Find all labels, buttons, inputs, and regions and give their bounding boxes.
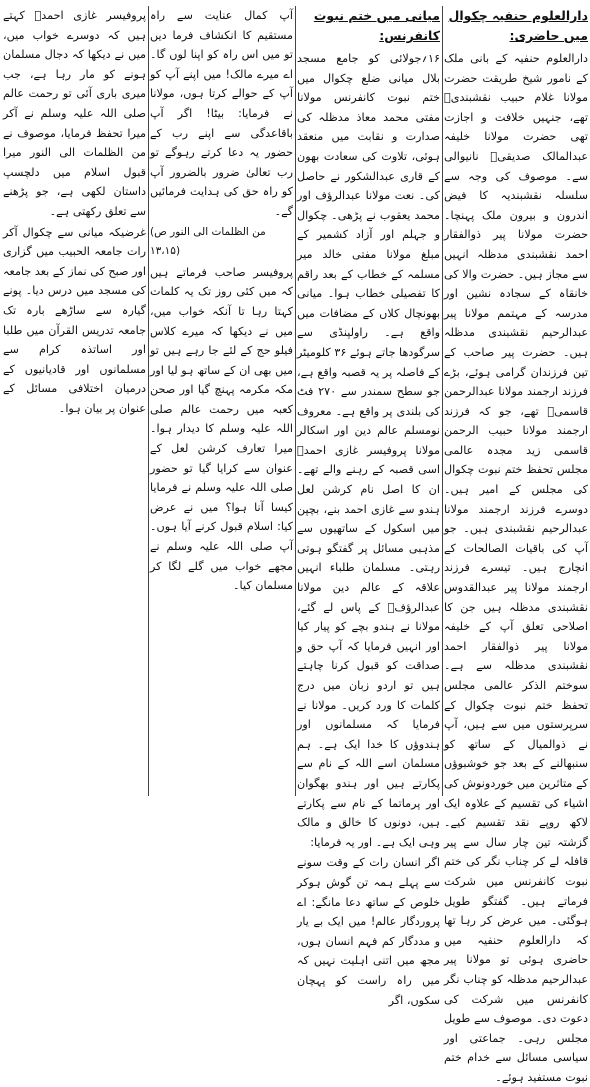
- column-3: [150, 6, 293, 796]
- section-heading-darululoom: دارالعلوم حنفیہ چکوال میں حاضری:: [448, 8, 588, 43]
- citation-reference: (من الظلمات الی النور ص ۱۳،۱۵): [150, 225, 266, 258]
- column-divider: [442, 6, 443, 796]
- column-4: [3, 6, 146, 796]
- column-divider: [148, 6, 149, 796]
- paragraph: غرضیکہ میانی سے چکوال آکر رات جامعہ الحبیب میں گزاری اور صبح کی نماز کے بعد جامعہ کی مسجد میں درس دیا۔ پونے گیارہ سے ساڑھے بارہ تک جامعہ تدریس القرآن میں طلبا اور اساتذہ کرام سے مسلمانوں اور قادیانیوں کے درمیان اختلافی مسائل کے عنوان پر بیان ہوا۔: [3, 225, 146, 415]
- quoted-prayer: اگر انسان رات کے وقت سونے سے پہلے ہمہ تن گوش ہوکر خلوص کے ساتھ دعا مانگے: اے پروردگار عالم! میں ایک بے یار و مددگار کم فہم انسان ہوں، مجھ میں اتنی اہلیت نہیں کہ میں راہ راست کو پہچان سکوں، اگر: [297, 856, 440, 1007]
- column-divider: [295, 6, 296, 796]
- paragraph: پروفیسر غازی احمدؒ کہتے ہیں کہ دوسرے خواب میں، میں نے دیکھا کہ دجال مسلمان ہونے کو مار رہا ہے، جب میری باری آئی تو رحمت عالم صلی اللہ علیہ وسلم نے آکر میرا تحفظ فرمایا، موصوف نے من الظلمات الی النور میرا قبول اسلام میں دلچسپ داستان لکھی ہے، جو پڑھنے سے تعلق رکھتی ہے۔: [3, 9, 146, 218]
- paragraph: ۱۶؍جولائی کو جامع مسجد بلال میانی ضلع چکوال میں ختم نبوت کانفرنس مولانا مفتی محمد معاذ مدظلہ کی صدارت و نقابت میں منعقد ہوئی، تلاوت کی سعادت بھون کے قاری عبدالشکور نے حاصل کی۔ نعت مولانا عبدالرؤف اور محمد یعقوب نے پڑھی۔ چکوال و جہلم اور آزاد کشمیر کے مبلغ مولانا مفتی خالد میر مسلمہ کے خطاب کے بعد راقم کا تفصیلی خطاب ہوا۔ میانی بھونچال کلاں کے مضافات میں واقع ہے۔ راولپنڈی سے سرگودھا جاتے ہوئے ۳۶ کلومیٹر کے فاصلہ پر یہ قصبہ واقع ہے، جو سطح سمندر سے ۲۷۰ فٹ کی بلندی پر واقع ہے۔ معروف نومسلم عالم دین اور اسکالر مولانا پروفیسر غازی احمدؒ اسی قصبہ کے رہنے والے تھے۔ ان کا اصل نام کرشن لعل ہندو سے غازی احمد بنے، بچپن میں اسکول کے ساتھیوں سے مذہبی مسائل پر گفتگو ہوتی رہتی۔ مسلمان طلباء انہیں علاقہ کے عالم دین مولانا عبدالرؤفؒ کے پاس لے گئے، مولانا نے ہندو بچے کو پیار کیا اور انہیں فرمایا کہ آپ حق و صداقت کو قبول کرنا چاہتے ہیں تو اردو زبان میں درج کلمات کا ورد کریں۔ مولانا نے فرمایا کہ مسلمانوں اور ہندوؤں کا خدا ایک ہے۔ ہم مسلمان اسے اللہ کے نام سے پکارتے ہیں اور ہندو بھگوان اور پرماتما کے نام سے پکارتے ہیں، دونوں کا خالق و مالک وہی ایک ہے۔ اور یہ فرمایا:: [297, 52, 441, 849]
- column-2: [297, 6, 441, 1007]
- column-1: [444, 6, 588, 1084]
- section-heading-miani-conference: میانی میں ختم نبوت کانفرنس:: [313, 8, 440, 43]
- paragraph: پروفیسر صاحب فرماتے ہیں کہ میں کئی روز تک یہ کلمات کہتا رہا تا آنکہ خواب میں، میں نے دیکھا کہ میرے کلاس فیلو حج کے لئے جا رہے ہیں تو میں بھی ان کے ساتھ ہو لیا اور مکہ مکرمہ پہنچ گیا اور صحن کعبہ میں رحمت عالم صلی اللہ علیہ وسلم کا دیدار ہوا۔ میرا تعارف کرشن لعل کے عنوان سے کرایا گیا تو حضور صلی اللہ علیہ وسلم نے فرمایا کیسا آنا ہوا؟ میں نے عرض کیا: اسلام قبول کرنے آیا ہوں۔ آپ صلی اللہ علیہ وسلم نے مجھے خواب میں گلے لگا کر مسلمان کیا۔: [150, 265, 293, 593]
- paragraph: دارالعلوم حنفیہ کے بانی ملک کے نامور شیخ طریقت حضرت مولانا غلام حبیب نقشبندیؒ تھے، جنہیں خلافت و اجازت تھی حضرت مولانا خلیفہ عبدالمالک صدیقیؒ نانیوالی سے۔ موصوف کی وجہ سے سلسلہ نقشبندیہ کا فیض اندرون و بیرون ملک پہنچا۔ حضرت مولانا پیر ذوالفقار احمد نقشبندی مدظلہ انہیں سے مجاز ہیں۔ حضرت والا کی خانقاہ کے سجادہ نشین اور مدرسہ کے مہتمم مولانا پیر عبدالرحیم نقشبندی مدظلہ ہیں۔ حضرت پیر صاحب کے تین فرزندان گرامی ہوئے، بڑے فرزند ارجمند مولانا عبدالرحمن قاسمیؒ تھے، جو کہ فرزند ارجمند مولانا حبیب الرحمن قاسمی زید مجدہ عالمی مجلس تحفظ ختم نبوت چکوال کی مجلس کے امیر ہیں۔ دوسرے فرزند ارجمند مولانا عبدالرحیم نقشبندی ہیں۔ جو آپ کی باقیات الصالحات کے انچارج ہیں۔ تیسرے فرزند ارجمند مولانا پیر عبدالقدوس نقشبندی مدظلہ ہیں جن کا اصلاحی تعلق آپ کے خلیفہ مولانا پیر ذوالفقار احمد نقشبندی مدظلہ سے ہے۔ سوختم الذکر عالمی مجلس تحفظ ختم نبوت چکوال کے سرپرستوں میں سے ہیں، آپ نے ذوالمیال کے ساتھ کو سنبھالنے کے بعد جو خوشبوؤں کے متاثرین میں خوردونوش کی اشیاء کی تقسیم کے علاوہ ایک لاکھ روپے نقد تقسیم کیے۔ گزشتہ تین چار سال سے پیر قافلہ لے کر چناب نگر کی ختم نبوت کانفرنس میں شرکت فرماتے ہیں۔ گفتگو طویل ہوگئی۔ میں عرض کر رہا تھا کہ دارالعلوم حنفیہ میں حاضری ہوئی تو مولانا پیر عبدالرحیم مدظلہ کو چناب نگر کانفرنس میں شرکت کی دعوت دی۔ موصوف سے طویل مجلس رہی۔ جماعتی اور سیاسی مسائل سے خدام ختم نبوت مستفید ہوئے۔: [444, 52, 588, 1084]
- paragraph: آپ کمال عنایت سے راہ مستقیم کا انکشاف فرما دیں تو میں اس راہ کو اپنا لوں گا۔ اے میرے مالک! میں اپنے آپ کو آپ کے حوالے کرتا ہوں، مولانا نے فرمایا: بیٹا! اگر آپ باقاعدگی سے اپنے رب کے حضور یہ دعا کرتے رہوگے تو رب تعالیٰ ضرور بالضرور آپ کو راہ حق کی ہدایت فرمائیں گے۔: [150, 9, 293, 218]
